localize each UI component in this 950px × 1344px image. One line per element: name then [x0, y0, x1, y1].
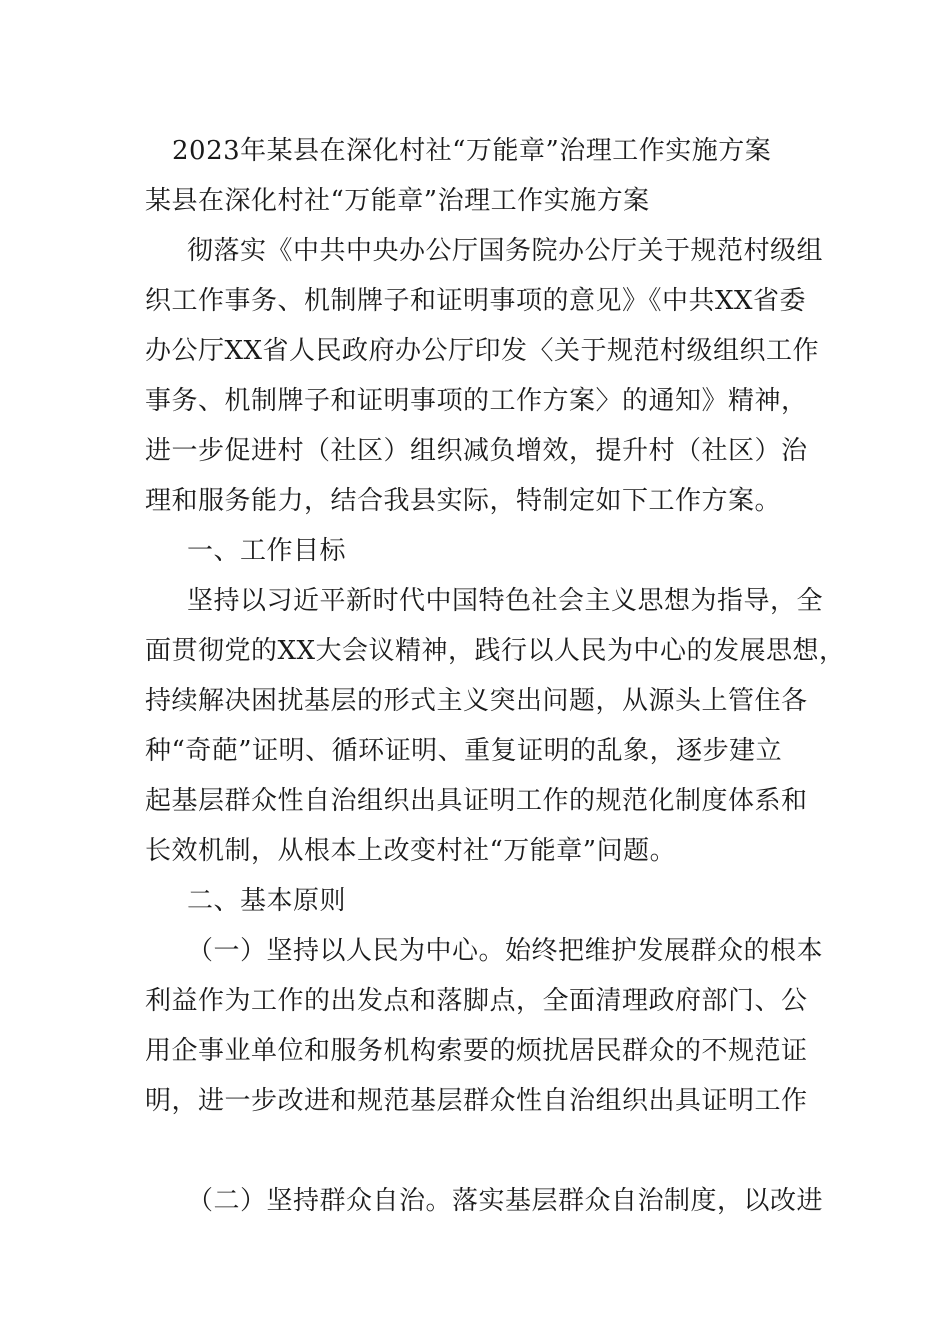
paragraph-line: 理和服务能力，结合我县实际，特制定如下工作方案。: [145, 486, 782, 516]
paragraph-line: （二）坚持群众自治。落实基层群众自治制度，以改进: [187, 1186, 824, 1216]
section-heading: 一、工作目标: [187, 536, 347, 566]
paragraph-line: 持续解决困扰基层的形式主义突出问题，从源头上管住各: [145, 686, 808, 716]
paragraph-line: 用企事业单位和服务机构索要的烦扰居民群众的不规范证: [145, 1036, 808, 1066]
paragraph-line: （一）坚持以人民为中心。始终把维护发展群众的根本: [187, 936, 824, 966]
paragraph-line: 面贯彻党的XX大会议精神，践行以人民为中心的发展思想，: [145, 636, 846, 666]
paragraph-line: 坚持以习近平新时代中国特色社会主义思想为指导，全: [187, 586, 824, 616]
paragraph-line: 彻落实《中共中央办公厅国务院办公厅关于规范村级组: [187, 236, 824, 266]
document-title: 2023年某县在深化村社“万能章”治理工作实施方案: [172, 136, 772, 166]
paragraph-line: 起基层群众性自治组织出具证明工作的规范化制度体系和: [145, 786, 808, 816]
paragraph-line: 利益作为工作的出发点和落脚点，全面清理政府部门、公: [145, 986, 808, 1016]
section-heading: 二、基本原则: [187, 886, 347, 916]
paragraph-line: 办公厅XX省人民政府办公厅印发〈关于规范村级组织工作: [145, 336, 820, 366]
paragraph-line: 种“奇葩”证明、循环证明、重复证明的乱象，逐步建立: [145, 736, 783, 766]
paragraph-line: 明，进一步改进和规范基层群众性自治组织出具证明工作: [145, 1086, 808, 1116]
paragraph-line: 织工作事务、机制牌子和证明事项的意见》《中共XX省委: [145, 286, 807, 316]
paragraph-line: 进一步促进村（社区）组织减负增效，提升村（社区）治: [145, 436, 808, 466]
paragraph-line: 长效机制，从根本上改变村社“万能章”问题。: [145, 836, 677, 866]
document-subtitle: 某县在深化村社“万能章”治理工作实施方案: [145, 186, 650, 216]
paragraph-line: 事务、机制牌子和证明事项的工作方案〉的通知》精神，: [145, 386, 808, 416]
